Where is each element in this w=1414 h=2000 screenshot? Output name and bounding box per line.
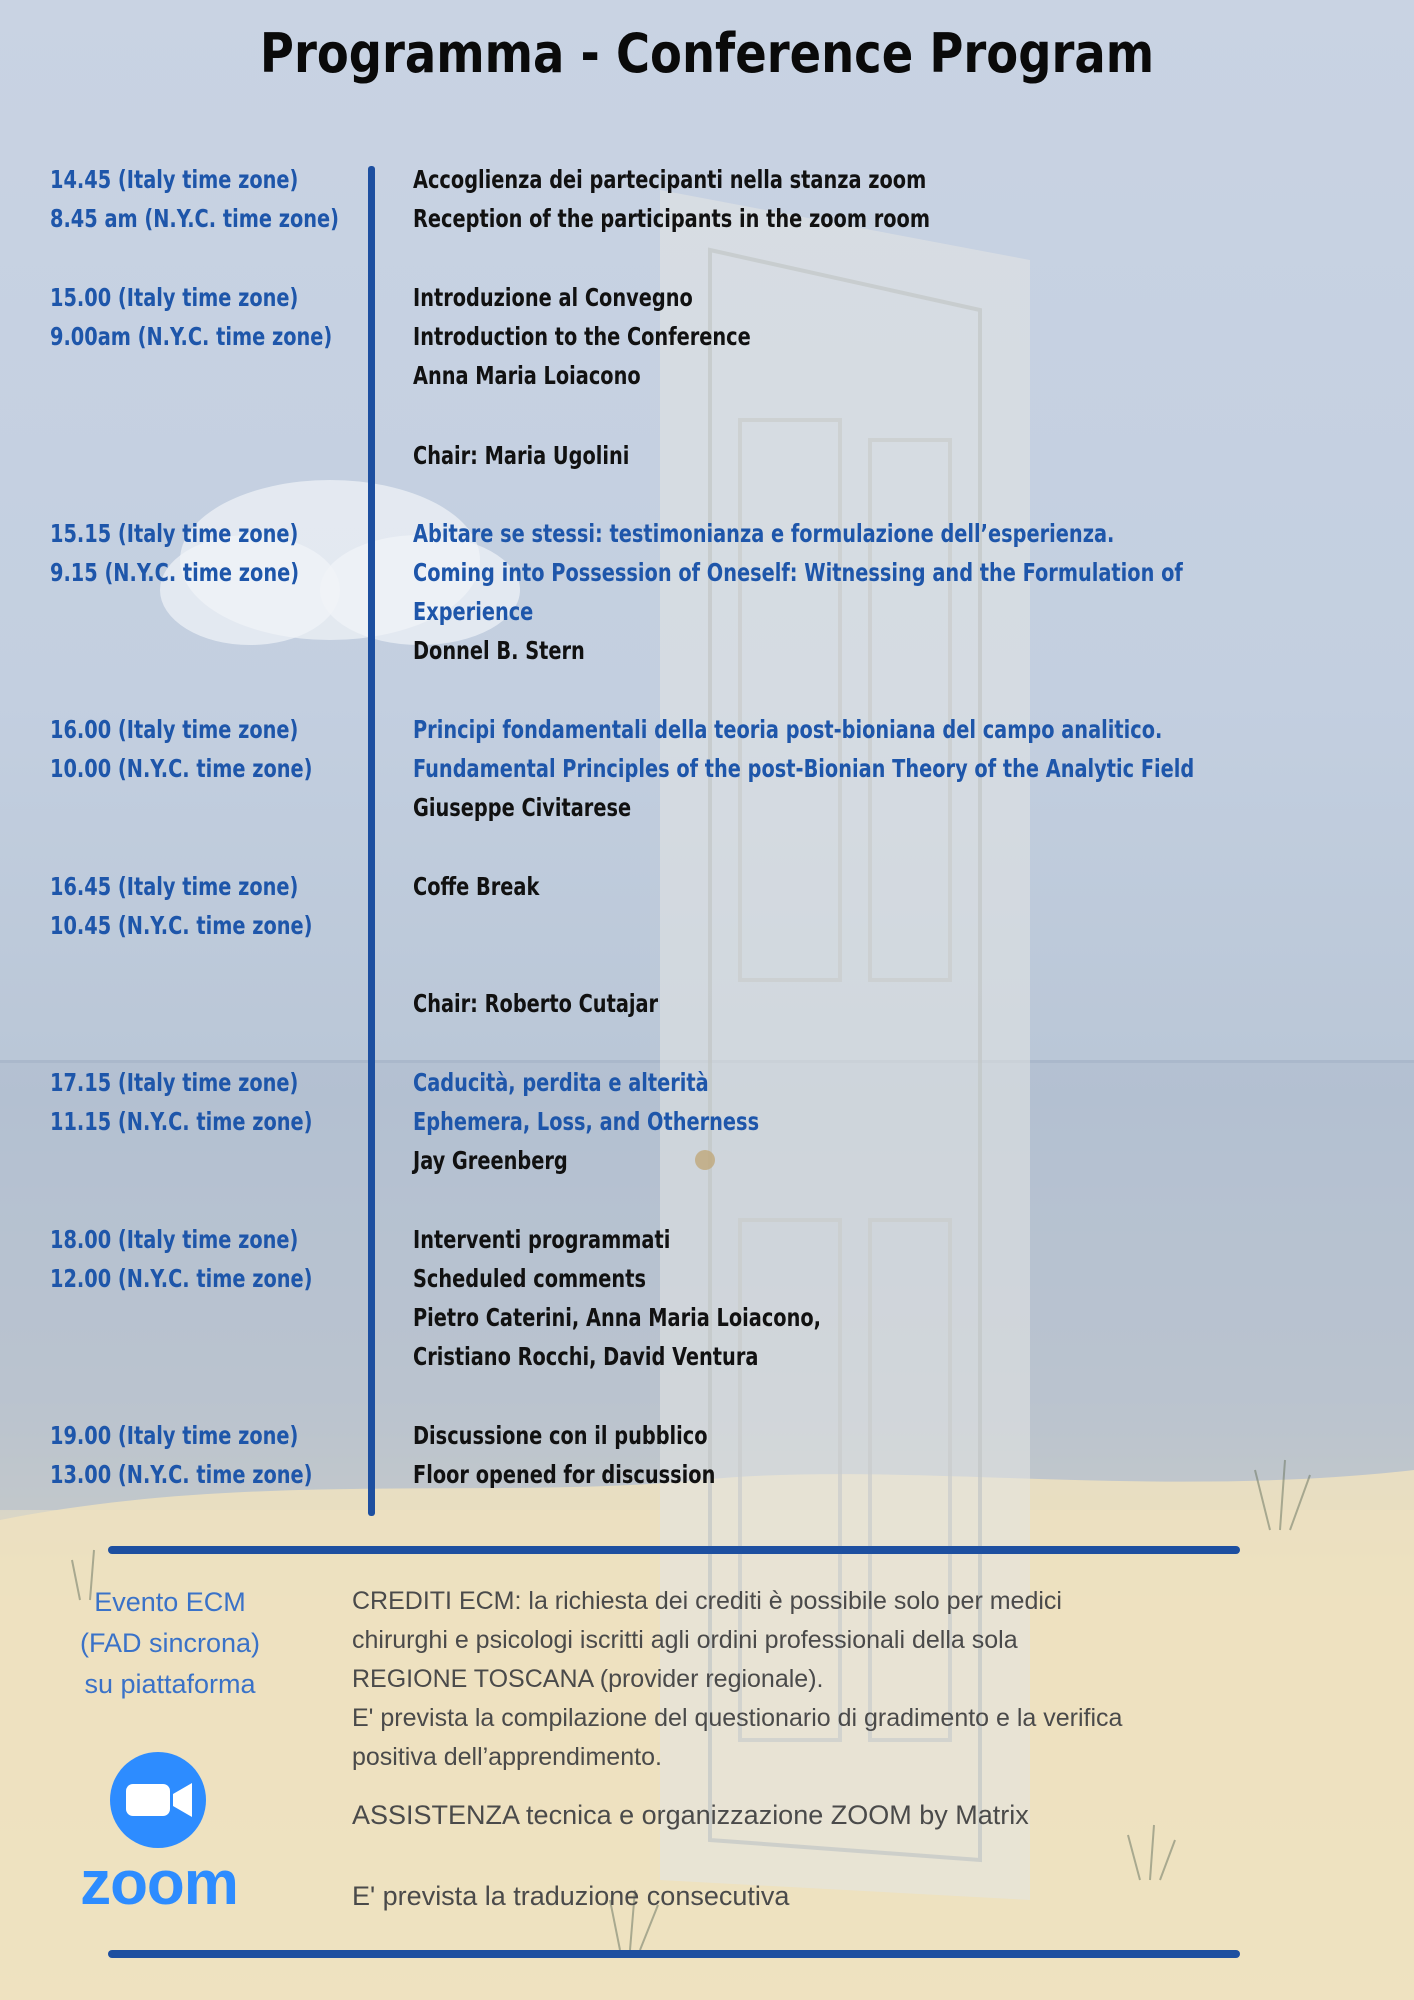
credits-line: CREDITI ECM: la richiesta dei crediti è possibile solo per medici: [352, 1587, 1062, 1615]
event-line: Scheduled comments: [413, 1264, 646, 1293]
event-line: Accoglienza dei partecipanti nella stanza zoom: [413, 165, 927, 194]
italy-time: 16.45 (Italy time zone): [50, 872, 299, 901]
section-divider-top: [108, 1546, 1240, 1554]
event-line: Fundamental Principles of the post-Bionian Theory of the Analytic Field: [413, 754, 1195, 783]
section-divider-bottom: [108, 1950, 1240, 1958]
slot-events: [413, 1220, 1313, 1376]
event-line: Jay Greenberg: [413, 1146, 568, 1175]
nyc-time: 12.00 (N.Y.C. time zone): [50, 1264, 313, 1293]
nyc-time: 10.45 (N.Y.C. time zone): [50, 911, 313, 940]
event-line: Pietro Caterini, Anna Maria Loiacono,: [413, 1303, 821, 1332]
ecm-label-line: (FAD sincrona): [79, 1628, 261, 1658]
credits-text: [352, 1582, 1352, 1777]
event-line: Introduction to the Conference: [413, 322, 751, 351]
credits-line: positiva dell’apprendimento.: [352, 1743, 662, 1771]
event-line: Abitare se stessi: testimonianza e formulazione dell’esperienza.: [413, 519, 1115, 548]
slot-events: [413, 1416, 1313, 1494]
event-line: Giuseppe Civitarese: [413, 793, 632, 822]
event-line: Cristiano Rocchi, David Ventura: [413, 1342, 759, 1371]
event-line: Chair: Roberto Cutajar: [413, 989, 659, 1018]
nyc-time: 9.15 (N.Y.C. time zone): [50, 558, 300, 587]
nyc-time: 8.45 am (N.Y.C. time zone): [50, 204, 340, 233]
ecm-event-label: [40, 1582, 300, 1705]
nyc-time: 11.15 (N.Y.C. time zone): [50, 1107, 313, 1136]
credits-line: chirurghi e psicologi iscritti agli ordini professionali della sola: [352, 1626, 1018, 1654]
translation-text: E' prevista la traduzione consecutiva: [352, 1881, 790, 1911]
slot-times: [50, 867, 370, 945]
slot-times: [50, 278, 370, 356]
event-line: Introduzione al Convegno: [413, 283, 693, 312]
event-line: Anna Maria Loiacono: [413, 361, 641, 390]
slot-events: [413, 160, 1313, 238]
event-line: Coming into Possession of Oneself: Witnessing and the Formulation of: [413, 558, 1183, 587]
ecm-label-line: su piattaforma: [84, 1669, 256, 1699]
event-line: Chair: Maria Ugolini: [413, 441, 630, 470]
event-line: Floor opened for discussion: [413, 1460, 716, 1489]
italy-time: 19.00 (Italy time zone): [50, 1421, 299, 1450]
slot-events: [413, 867, 1313, 906]
zoom-logo-text: zoom: [80, 1849, 238, 1918]
slot-times: [50, 514, 370, 592]
nyc-time: 9.00am (N.Y.C. time zone): [50, 322, 333, 351]
italy-time: 16.00 (Italy time zone): [50, 715, 299, 744]
timeline-rule: [368, 166, 375, 1516]
slot-events: [413, 514, 1313, 670]
event-line: Interventi programmati: [413, 1225, 671, 1254]
event-line: Coffe Break: [413, 872, 540, 901]
page-title: Programma - Conference Program: [259, 22, 1155, 85]
slot-events: [413, 710, 1313, 827]
nyc-time: 13.00 (N.Y.C. time zone): [50, 1460, 313, 1489]
slot-times: [50, 1063, 370, 1141]
ecm-label-line: Evento ECM: [94, 1587, 246, 1617]
assistance-text: ASSISTENZA tecnica e organizzazione ZOOM by Matrix: [352, 1800, 1029, 1830]
event-line: Caducità, perdita e alterità: [413, 1068, 709, 1097]
credits-line: REGIONE TOSCANA (provider regionale).: [352, 1665, 824, 1693]
italy-time: 15.00 (Italy time zone): [50, 283, 299, 312]
slot-events: [413, 436, 1313, 475]
event-line: Reception of the participants in the zoom room: [413, 204, 930, 233]
slot-times: [50, 1416, 370, 1494]
slot-events: [413, 1063, 1313, 1180]
slot-times: [50, 710, 370, 788]
slot-times: [50, 1220, 370, 1298]
credits-line: E' prevista la compilazione del questionario di gradimento e la verifica: [352, 1704, 1123, 1732]
italy-time: 14.45 (Italy time zone): [50, 165, 299, 194]
event-line: Experience: [413, 597, 534, 626]
event-line: Discussione con il pubblico: [413, 1421, 708, 1450]
event-line: Donnel B. Stern: [413, 636, 585, 665]
event-line: Ephemera, Loss, and Otherness: [413, 1107, 760, 1136]
event-line: Principi fondamentali della teoria post-bioniana del campo analitico.: [413, 715, 1163, 744]
slot-times: [50, 160, 370, 238]
nyc-time: 10.00 (N.Y.C. time zone): [50, 754, 313, 783]
slot-events: [413, 984, 1313, 1023]
slot-events: [413, 278, 1313, 395]
italy-time: 15.15 (Italy time zone): [50, 519, 299, 548]
italy-time: 18.00 (Italy time zone): [50, 1225, 299, 1254]
italy-time: 17.15 (Italy time zone): [50, 1068, 299, 1097]
